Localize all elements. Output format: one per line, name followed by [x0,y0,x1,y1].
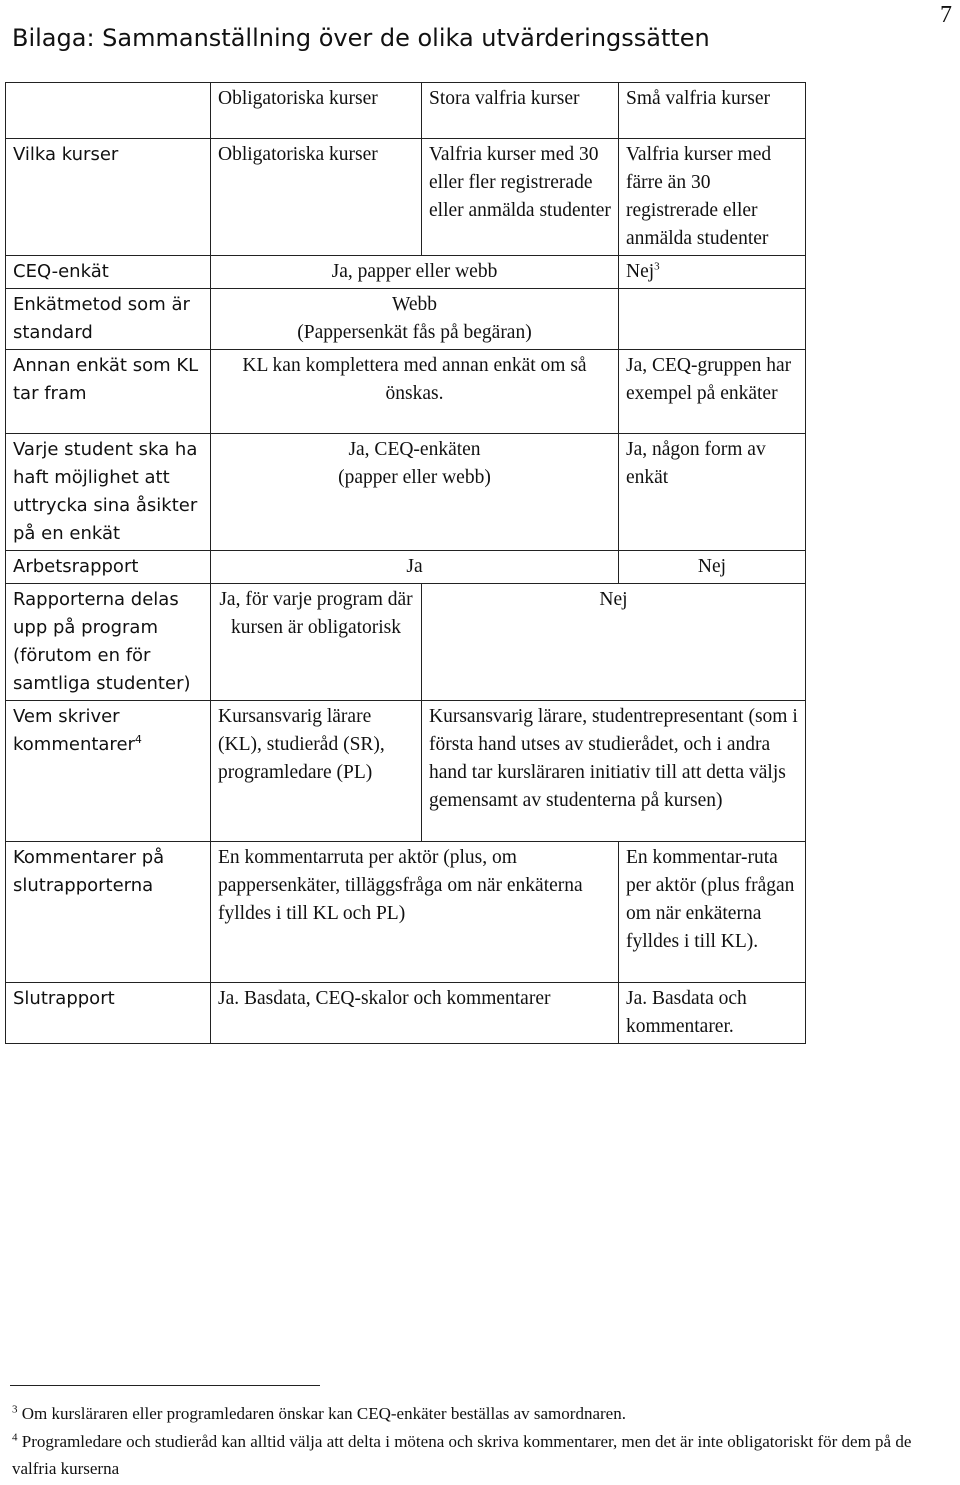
row-label-rapporterna-delas: Rapporterna delas upp på program (förutom en för samtliga studenter) [6,584,211,701]
row-label-slutrapport: Slutrapport [6,983,211,1044]
cell-kommentarer-obl-stora: En kommentarruta per aktör (plus, om pappersenkäter, tilläggsfråga om när enkäterna fylldes i till KL och PL) [211,842,619,983]
cell-vem-valfria: Kursansvarig lärare, studentrepresentant (som i första hand utses av studierådet, och i andra hand tar kursläraren initiativ till att detta väljs gemensamt av studenterna på kursen) [422,701,806,842]
cell-rapporterna-valfria: Nej [422,584,806,701]
cell-slutrapport-sma: Ja. Basdata och kommentarer. [619,983,806,1044]
page-number: 7 [940,2,952,28]
footnote-3-text: Om kursläraren eller programledaren önskar kan CEQ-enkäter beställas av samordnaren. [21,1404,626,1423]
table-header-row [6,83,806,139]
footnote-ref-3: 3 [654,260,660,273]
cell-vilka-obligatoriska: Obligatoriska kurser [211,139,422,256]
table-row-ceq-enkat [6,256,806,289]
cell-enkatmetod-obl-stora [211,289,619,350]
cell-arbetsrapport-obl-stora: Ja [211,551,619,584]
row-label-enkatmetod: Enkätmetod som är standard [6,289,211,350]
cell-ceq-obl-stora: Ja, papper eller webb [211,256,619,289]
vem-skriver-text: Vem skriver kommentarer [13,706,135,755]
cell-vem-obligatoriska: Kursansvarig lärare (KL), studieråd (SR), programledare (PL) [211,701,422,842]
cell-ceq-sma [619,256,806,289]
enkatmetod-line-1: Webb [392,294,437,315]
table-row-annan-enkat [6,350,806,434]
row-label-vilka-kurser: Vilka kurser [6,139,211,256]
enkatmetod-line-2: (Pappersenkät fås på begäran) [297,322,532,343]
header-sma-valfria: Små valfria kurser [619,83,806,139]
row-label-annan-enkat: Annan enkät som KL tar fram [6,350,211,434]
header-stora-valfria: Stora valfria kurser [422,83,619,139]
table-row-varje-student [6,434,806,551]
cell-kommentarer-sma: En kommentar-ruta per aktör (plus frågan om när enkäterna fylldes i till KL). [619,842,806,983]
cell-annan-obl-stora: KL kan komplettera med annan enkät om så önskas. [211,350,619,434]
cell-annan-sma: Ja, CEQ-gruppen har exempel på enkäter [619,350,806,434]
table-row-rapporterna-delas [6,584,806,701]
table-row-arbetsrapport [6,551,806,584]
table-row-vilka-kurser [6,139,806,256]
footnote-4-mark: 4 [12,1431,18,1444]
cell-rapporterna-obligatoriska: Ja, för varje program där kursen är obligatorisk [211,584,422,701]
page-heading: Bilaga: Sammanställning över de olika utvärderingssätten [12,24,710,52]
varje-line-1: Ja, CEQ-enkäten [348,439,481,460]
table-row-vem-skriver [6,701,806,842]
cell-slutrapport-obl-stora: Ja. Basdata, CEQ-skalor och kommentarer [211,983,619,1044]
cell-varje-sma: Ja, någon form av enkät [619,434,806,551]
header-obligatoriska: Obligatoriska kurser [211,83,422,139]
footnote-3 [12,1400,912,1427]
cell-vilka-sma: Valfria kurser med färre än 30 registrerade eller anmälda studenter [619,139,806,256]
footnote-divider [10,1385,320,1386]
table-row-enkatmetod [6,289,806,350]
table-row-slutrapport [6,983,806,1044]
cell-arbetsrapport-sma: Nej [619,551,806,584]
row-label-vem-skriver [6,701,211,842]
footnote-4 [12,1428,912,1482]
varje-line-2: (papper eller webb) [338,467,491,488]
comparison-table [5,82,806,1044]
cell-enkatmetod-sma [619,289,806,350]
cell-varje-obl-stora [211,434,619,551]
footnote-ref-4: 4 [134,733,142,746]
footnote-3-mark: 3 [12,1403,18,1416]
row-label-varje-student: Varje student ska ha haft möjlighet att uttrycka sina åsikter på en enkät [6,434,211,551]
cell-vilka-stora: Valfria kurser med 30 eller fler registrerade eller anmälda studenter [422,139,619,256]
row-label-arbetsrapport: Arbetsrapport [6,551,211,584]
header-empty-cell [6,83,211,139]
footnote-4-text: Programledare och studieråd kan alltid välja att delta i mötena och skriva kommentarer, men det är inte obligatoriskt för dem på de valfria kurserna [12,1432,912,1478]
row-label-ceq-enkat: CEQ-enkät [6,256,211,289]
row-label-kommentarer: Kommentarer på slutrapporterna [6,842,211,983]
cell-ceq-sma-text: Nej [626,261,655,282]
table-row-kommentarer [6,842,806,983]
